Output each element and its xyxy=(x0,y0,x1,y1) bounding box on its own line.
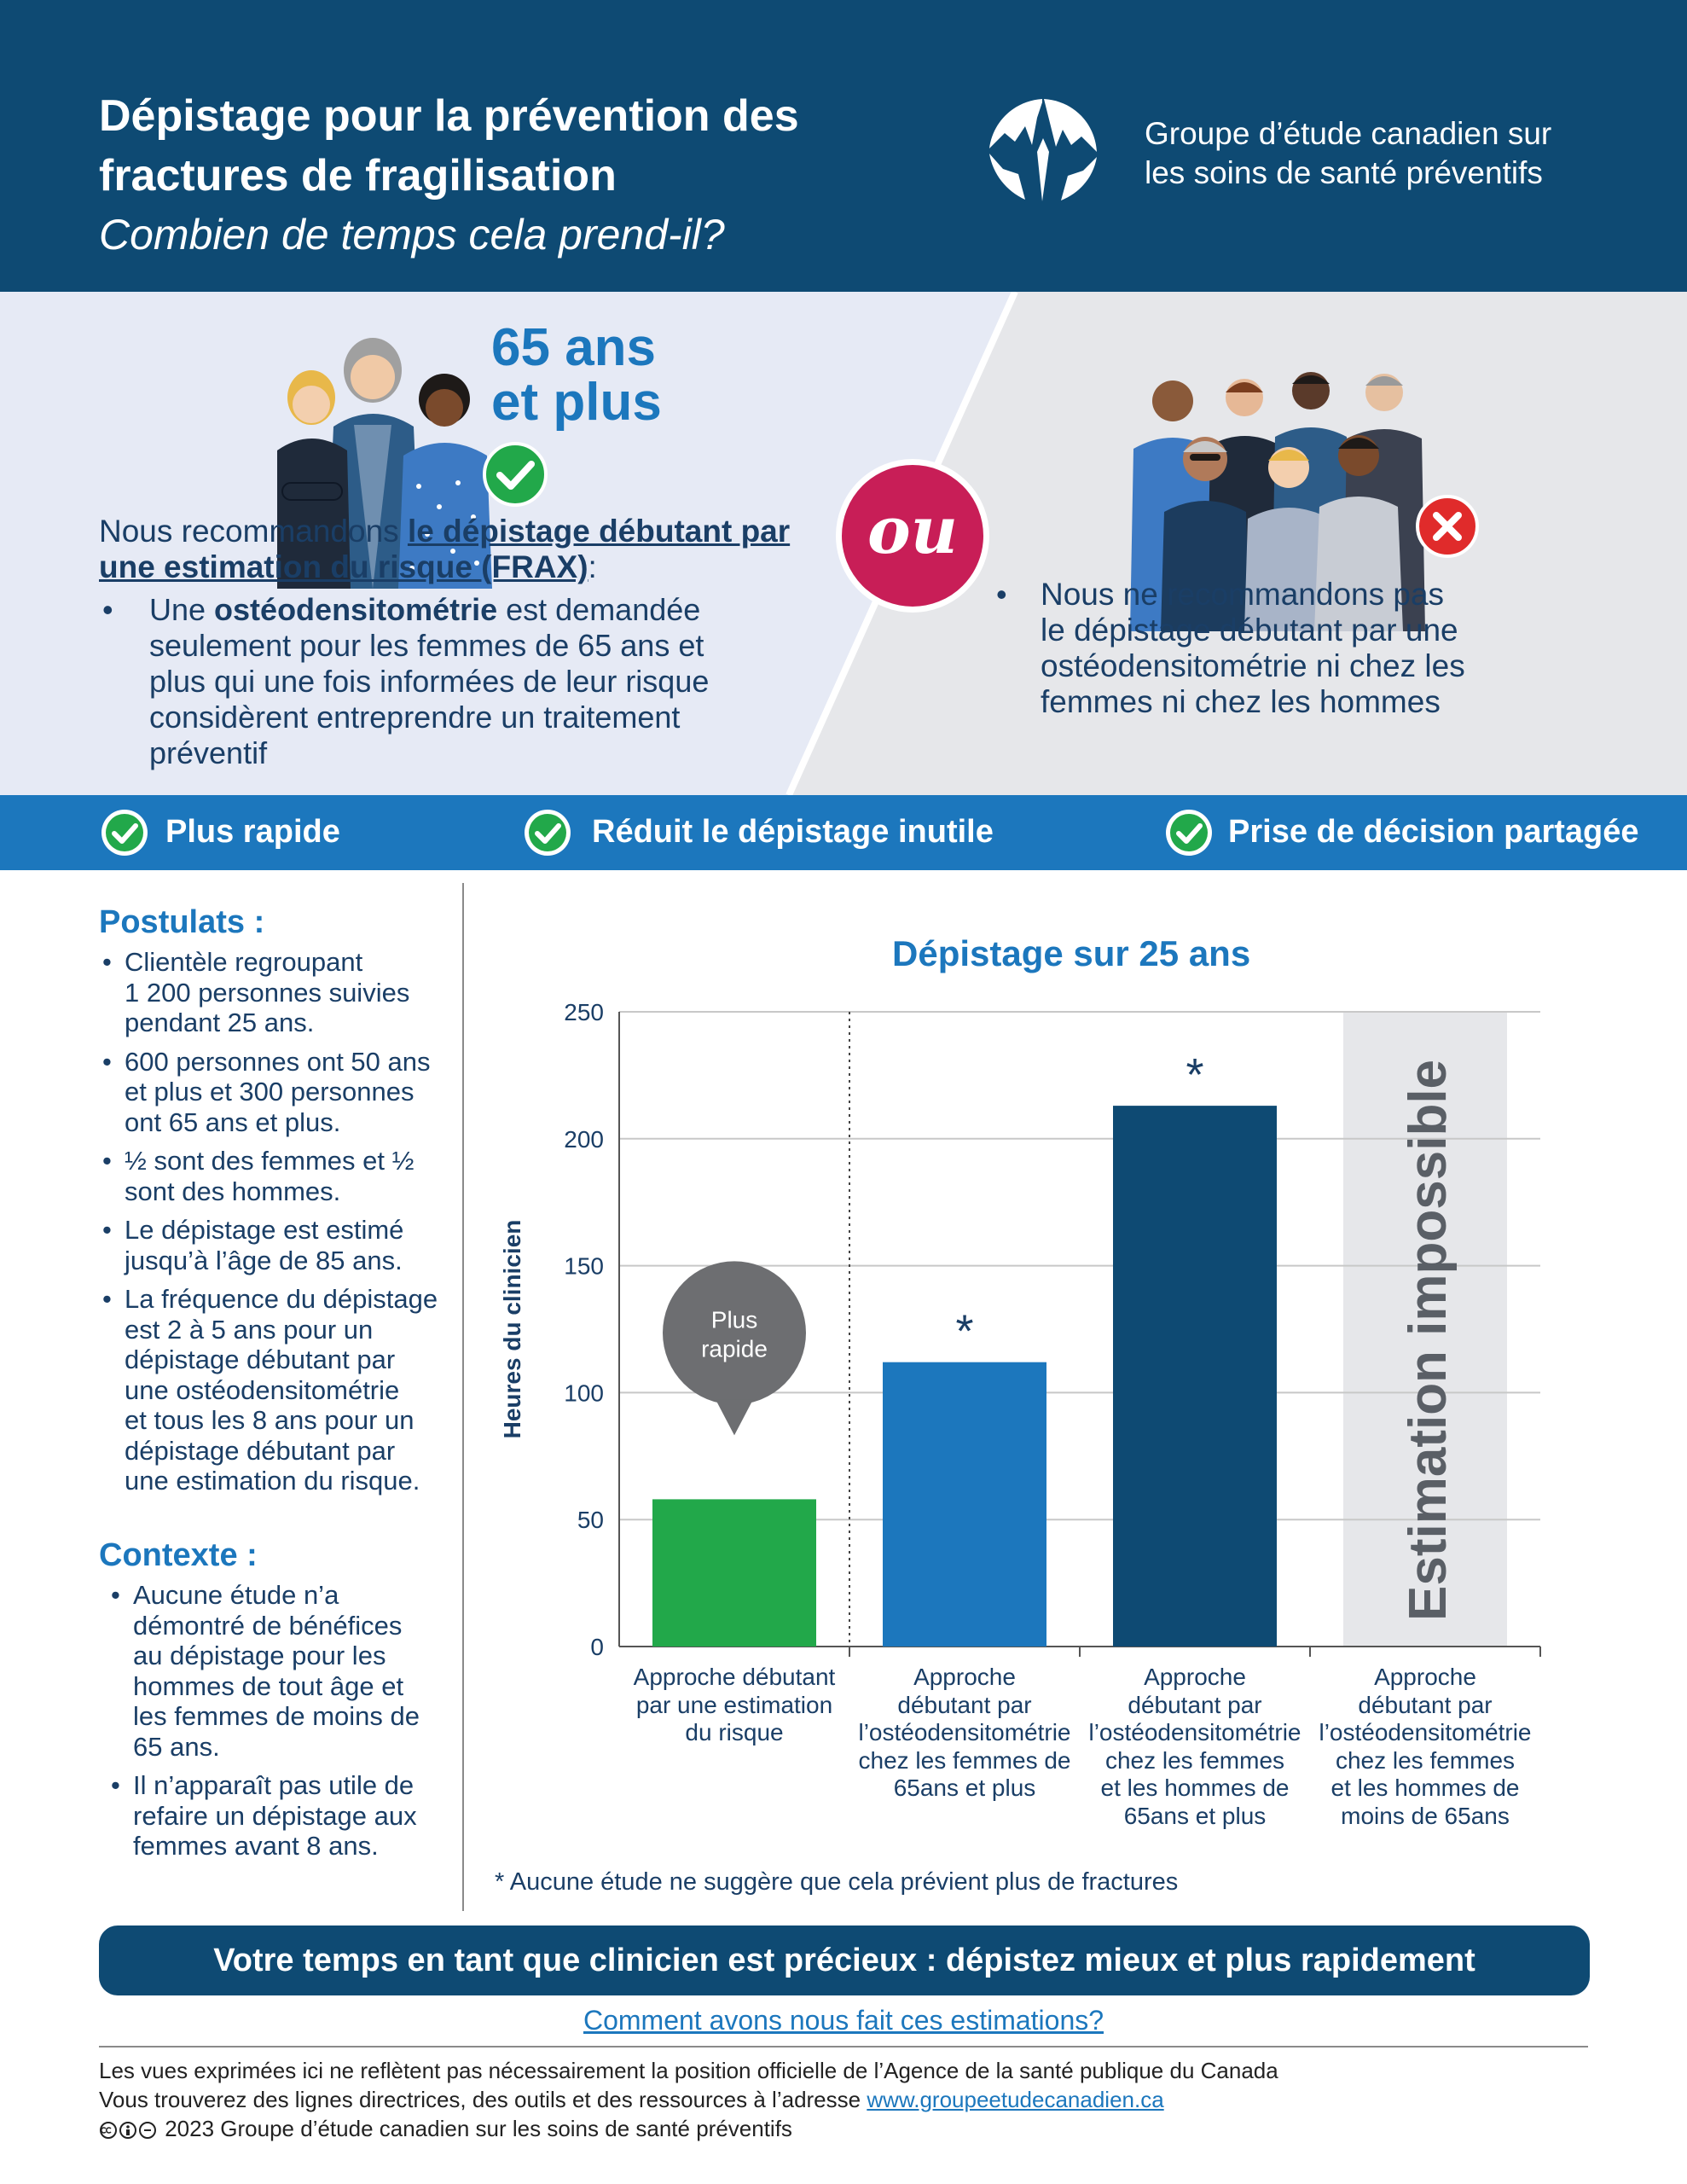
recommend-prefix: Nous recommandons xyxy=(99,514,408,549)
list-item-line: ½ sont des femmes et ½ xyxy=(125,1146,415,1176)
y-tick-label: 250 xyxy=(564,999,604,1025)
list-item-line: hommes de tout âge et xyxy=(133,1670,404,1701)
y-tick-label: 50 xyxy=(577,1507,604,1534)
chart-footnote: * Aucune étude ne suggère que cela prévient plus de fractures xyxy=(495,1868,1179,1896)
left-recommendation-line-2 xyxy=(99,549,597,585)
list-bullet: • xyxy=(102,1046,112,1077)
list-item-line: Clientèle regroupant xyxy=(125,947,363,977)
callout-text-1: Plus xyxy=(710,1306,758,1333)
list-item-line: les femmes de moins de xyxy=(133,1701,420,1731)
x-category-label: l’ostéodensitométrie xyxy=(1319,1719,1532,1745)
bar-asterisk: * xyxy=(1186,1049,1204,1101)
organization-name-line-1: Groupe d’étude canadien sur xyxy=(1145,116,1552,151)
column-divider xyxy=(462,883,464,1911)
left-recommendation-line-1 xyxy=(99,514,790,549)
list-item-line: 65 ans. xyxy=(133,1731,220,1762)
check-circle-icon xyxy=(483,442,548,507)
left-bullet-line-4: considèrent entreprendre un traitement xyxy=(149,700,681,735)
list-item-line: La fréquence du dépistage xyxy=(125,1284,438,1314)
bullet-marker: • xyxy=(102,592,113,627)
list-bullet: • xyxy=(102,1215,112,1245)
right-bullet-line-4: femmes ni chez les hommes xyxy=(1041,684,1441,719)
copyright-line: 2023 Groupe d’étude canadien sur les soins de santé préventifs xyxy=(159,2116,792,2141)
resources-prefix: Vous trouverez des lignes directrices, des outils et des ressources à l’adresse xyxy=(99,2087,867,2112)
key-message-text: Votre temps en tant que clinicien est précieux : dépistez mieux et plus rapidement xyxy=(213,1943,1475,1978)
check-circle-icon xyxy=(522,807,573,858)
frax-screening-link-cont[interactable]: une estimation du risque (FRAX) xyxy=(99,549,588,584)
list-item-line: Il n’apparaît pas utile de xyxy=(133,1770,415,1800)
x-category-label: débutant par xyxy=(897,1691,1032,1718)
list-bullet: • xyxy=(102,1146,112,1176)
bar xyxy=(883,1362,1046,1647)
list-item-line: dépistage débutant par xyxy=(125,1435,396,1466)
x-category-label: du risque xyxy=(685,1719,784,1745)
age-group-title-line-1: 65 ans xyxy=(491,318,657,377)
bmd-prefix: Une xyxy=(149,592,215,627)
recommendation-comparison xyxy=(0,292,1687,795)
left-bullet-line-3: plus qui une fois informées de leur risque xyxy=(149,664,710,699)
x-category-label: 65ans et plus xyxy=(893,1774,1036,1801)
disclaimer-text: Les vues exprimées ici ne reflètent pas nécessairement la position officielle de l’Agence de la santé publique du Canada xyxy=(99,2058,1278,2083)
header xyxy=(0,0,1687,292)
x-category-label: Approche xyxy=(1374,1664,1476,1690)
benefit-shared-decision: Prise de décision partagée xyxy=(1228,814,1639,850)
callout-text-2: rapide xyxy=(701,1335,768,1362)
organization-name-line-2: les soins de santé préventifs xyxy=(1145,155,1543,190)
list-item-line: et plus et 300 personnes xyxy=(125,1077,415,1107)
x-category-label: Approche xyxy=(1144,1664,1246,1690)
bullet-marker: • xyxy=(996,577,1007,612)
list-bullet: • xyxy=(102,1284,112,1314)
resources-text xyxy=(99,2087,1164,2113)
benefit-reduces-unnecessary-screening: Réduit le dépistage inutile xyxy=(592,814,994,850)
bmd-term: ostéodensitométrie xyxy=(214,592,498,627)
frax-screening-link[interactable]: le dépistage débutant par xyxy=(407,514,791,549)
list-item-line: et tous les 8 ans pour un xyxy=(125,1405,415,1435)
x-category-label: Approche xyxy=(913,1664,1016,1690)
x-category-label: chez les femmes de xyxy=(858,1746,1071,1774)
page-subtitle: Combien de temps cela prend-il? xyxy=(99,211,725,258)
left-bullet-line-5: préventif xyxy=(149,735,268,770)
list-item-line: une ostéodensitométrie xyxy=(125,1374,400,1405)
copyright-text xyxy=(99,2116,792,2142)
benefits-bar xyxy=(0,795,1687,870)
assumptions-title: Postulats : xyxy=(99,904,265,940)
callout-pointer xyxy=(716,1399,753,1435)
bmd-suffix: est demandée xyxy=(497,592,701,627)
list-item-line: pendant 25 ans. xyxy=(125,1008,315,1037)
bar xyxy=(652,1499,816,1647)
x-category-label: et les hommes de xyxy=(1330,1774,1520,1801)
x-category-label: et les hommes de xyxy=(1100,1774,1290,1801)
list-item-line: jusqu’à l’âge de 85 ans. xyxy=(125,1245,403,1275)
list-item-line: dépistage débutant par xyxy=(125,1345,396,1374)
right-bullet-line-2: le dépistage débutant par une xyxy=(1041,613,1458,648)
x-category-label: 65ans et plus xyxy=(1123,1802,1267,1829)
recommend-colon: : xyxy=(588,549,597,584)
chart-title: Dépistage sur 25 ans xyxy=(892,933,1251,973)
x-category-label: chez les femmes xyxy=(1104,1746,1285,1774)
list-item-line: est 2 à 5 ans pour un xyxy=(125,1314,374,1345)
check-circle-icon xyxy=(99,807,150,858)
y-tick-label: 0 xyxy=(590,1634,604,1660)
creative-commons-icon xyxy=(99,2121,159,2140)
x-category-label: Approche débutant xyxy=(633,1664,836,1690)
list-bullet: • xyxy=(102,947,112,977)
x-category-label: l’ostéodensitométrie xyxy=(1088,1719,1301,1745)
list-bullet: • xyxy=(111,1770,120,1800)
list-item-line: Le dépistage est estimé xyxy=(125,1215,404,1245)
list-item-line: femmes avant 8 ans. xyxy=(133,1831,379,1861)
or-separator-badge xyxy=(836,459,989,613)
x-category-label: débutant par xyxy=(1128,1691,1262,1718)
x-category-label: moins de 65ans xyxy=(1341,1802,1510,1829)
list-bullet: • xyxy=(111,1580,120,1610)
bar xyxy=(1113,1106,1277,1647)
y-axis-label: Heures du clinicien xyxy=(499,1219,525,1439)
left-bullet-line-1 xyxy=(149,592,700,628)
bar-asterisk: * xyxy=(955,1305,974,1357)
list-item-line: ont 65 ans et plus. xyxy=(125,1107,341,1137)
cross-circle-icon xyxy=(1416,495,1479,558)
list-item-line: une estimation du risque. xyxy=(125,1466,420,1496)
key-message-banner xyxy=(99,1926,1590,1995)
list-item-line: 600 personnes ont 50 ans xyxy=(125,1046,431,1077)
y-tick-label: 100 xyxy=(564,1380,604,1407)
benefit-faster: Plus rapide xyxy=(165,814,340,850)
page-title-line-1: Dépistage pour la prévention des xyxy=(99,91,799,141)
methodology-link[interactable]: Comment avons nous fait ces estimations? xyxy=(583,2005,1104,2036)
page-title-line-2: fractures de fragilisation xyxy=(99,151,617,200)
list-item-line: Aucune étude n’a xyxy=(133,1580,339,1610)
x-category-label: débutant par xyxy=(1358,1691,1493,1718)
or-label: ou xyxy=(867,492,958,568)
list-item-line: 1 200 personnes suivies xyxy=(125,977,410,1008)
x-category-label: par une estimation xyxy=(635,1691,833,1718)
x-category-label: chez les femmes xyxy=(1335,1746,1516,1774)
age-group-title-line-2: et plus xyxy=(491,373,662,432)
check-circle-icon xyxy=(1163,807,1215,858)
list-item-line: démontré de bénéfices xyxy=(133,1610,403,1641)
website-link[interactable]: www.groupeetudecanadien.ca xyxy=(867,2087,1164,2112)
context-title: Contexte : xyxy=(99,1537,258,1573)
y-tick-label: 150 xyxy=(564,1252,604,1280)
list-item-line: refaire un dépistage aux xyxy=(133,1800,417,1831)
maple-leaf-logo-icon xyxy=(981,92,1104,203)
not-estimable-label: Estimation impossible xyxy=(1399,1059,1458,1621)
x-category-label: l’ostéodensitométrie xyxy=(858,1719,1071,1745)
list-item-line: sont des hommes. xyxy=(125,1176,341,1206)
footer-divider xyxy=(99,2046,1588,2048)
y-tick-label: 200 xyxy=(564,1125,604,1153)
right-bullet-line-3: ostéodensitométrie ni chez les xyxy=(1041,648,1465,683)
list-item-line: au dépistage pour les xyxy=(133,1641,386,1670)
left-bullet-line-2: seulement pour les femmes de 65 ans et xyxy=(149,628,704,663)
right-bullet-line-1: Nous ne recommandons pas xyxy=(1041,577,1445,612)
